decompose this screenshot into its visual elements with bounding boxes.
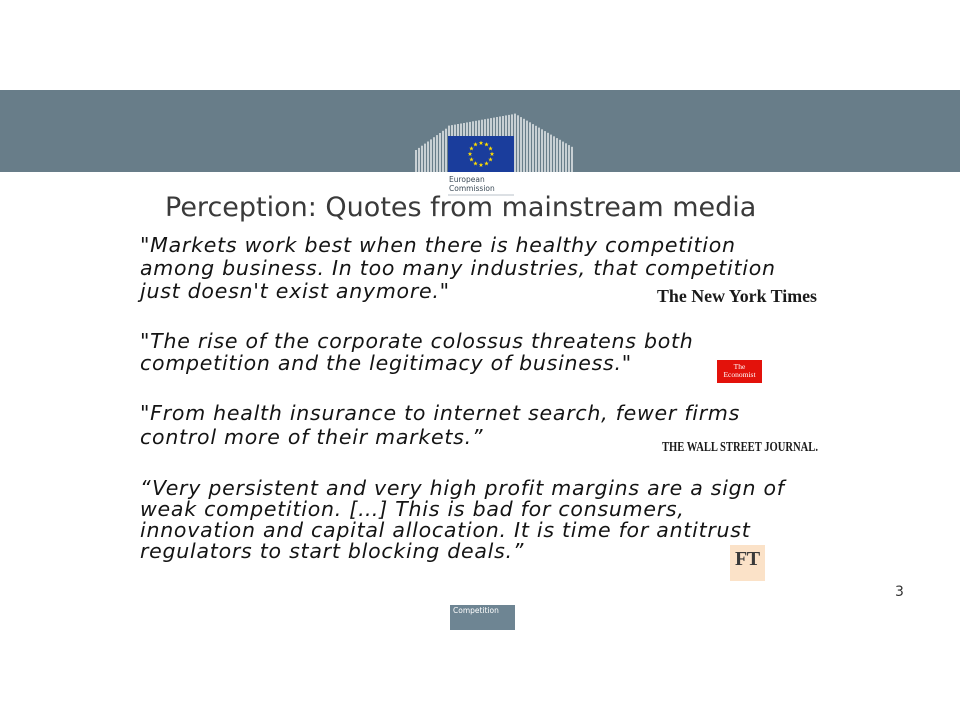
quote-line: "Markets work best when there is healthy competition (140, 233, 736, 257)
quote-ft (140, 478, 785, 562)
quote-line: just doesn't exist anymore." (140, 279, 450, 303)
nyt-logo (656, 283, 822, 309)
quote-wsj (140, 401, 740, 449)
wsj-logo (661, 436, 821, 456)
footer-tag-label: Competition (453, 606, 499, 615)
logo-text-european: European (449, 175, 485, 184)
ft-logo-text: FT (735, 548, 760, 570)
economist-logo-line2: Economist (723, 370, 756, 379)
nyt-logo-text: The New York Times (657, 286, 817, 306)
quote-line: “Very persistent and very high profit margins are a sign of (140, 476, 785, 500)
quote-economist (140, 330, 694, 374)
footer-competition-tag (450, 605, 515, 630)
quote-line: among business. In too many industries, that competition (140, 256, 776, 280)
page-number: 3 (895, 584, 904, 600)
economist-logo-line1: The (733, 362, 746, 371)
quote-line: innovation and capital allocation. It is time for antitrust (140, 518, 751, 542)
ft-logo (730, 545, 765, 581)
quote-line: control more of their markets.” (140, 425, 484, 449)
european-commission-logo-icon (412, 106, 580, 200)
economist-logo (717, 360, 762, 383)
quote-line: "From health insurance to internet search, fewer firms (140, 401, 741, 425)
quote-line: regulators to start blocking deals.” (140, 539, 525, 563)
quote-line: weak competition. […] This is bad for consumers, (140, 497, 685, 521)
quote-line: competition and the legitimacy of business." (140, 351, 632, 375)
slide-title: Perception: Quotes from mainstream media (165, 192, 757, 223)
quote-line: "The rise of the corporate colossus threatens both (140, 329, 694, 353)
logo-text-commission: Commission (449, 184, 495, 193)
wsj-logo-text: THE WALL STREET JOURNAL. (662, 440, 818, 455)
